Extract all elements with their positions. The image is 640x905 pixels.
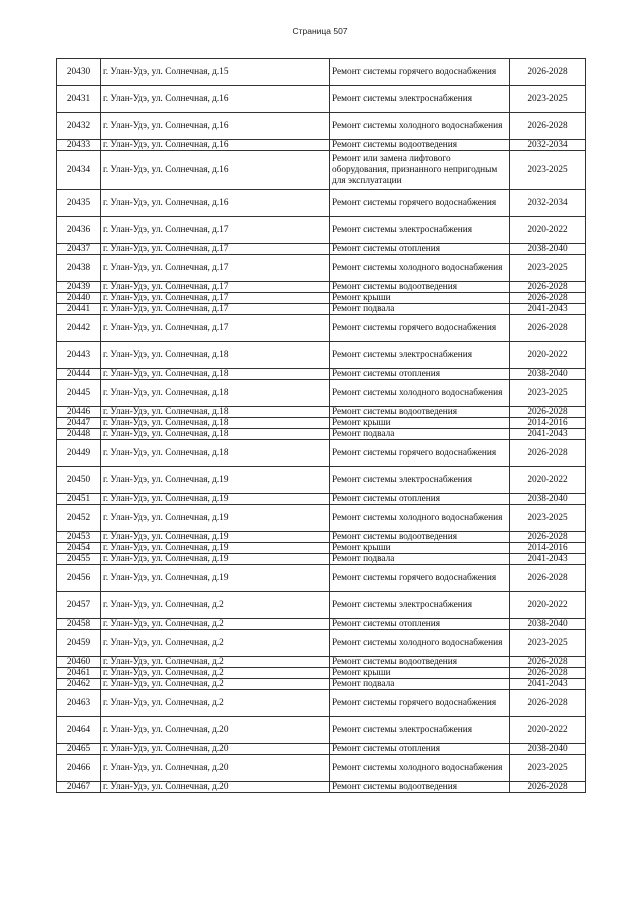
work-type-cell: Ремонт системы холодного водоснабжения [330, 380, 510, 407]
period-cell: 2038-2040 [510, 744, 586, 755]
period-cell: 2023-2025 [510, 505, 586, 532]
period-cell: 2020-2022 [510, 592, 586, 619]
period-cell: 2023-2025 [510, 755, 586, 782]
table-row [57, 418, 586, 429]
address-cell: г. Улан-Удэ, ул. Солнечная, д.2 [101, 619, 330, 630]
work-type-cell: Ремонт системы отопления [330, 244, 510, 255]
table-row [57, 244, 586, 255]
period-cell: 2026-2028 [510, 565, 586, 592]
address-cell: г. Улан-Удэ, ул. Солнечная, д.16 [101, 190, 330, 217]
work-type-cell: Ремонт системы электроснабжения [330, 217, 510, 244]
address-cell: г. Улан-Удэ, ул. Солнечная, д.18 [101, 407, 330, 418]
table-row [57, 543, 586, 554]
period-cell: 2038-2040 [510, 619, 586, 630]
work-type-cell: Ремонт системы горячего водоснабжения [330, 440, 510, 467]
table-row [57, 554, 586, 565]
period-cell: 2014-2016 [510, 543, 586, 554]
table-row [57, 380, 586, 407]
period-cell: 2020-2022 [510, 467, 586, 494]
table-row [57, 619, 586, 630]
address-cell: г. Улан-Удэ, ул. Солнечная, д.16 [101, 113, 330, 140]
address-cell: г. Улан-Удэ, ул. Солнечная, д.17 [101, 244, 330, 255]
address-cell: г. Улан-Удэ, ул. Солнечная, д.19 [101, 543, 330, 554]
row-number-cell: 20450 [57, 467, 101, 494]
address-cell: г. Улан-Удэ, ул. Солнечная, д.2 [101, 630, 330, 657]
work-type-cell: Ремонт крыши [330, 293, 510, 304]
row-number-cell: 20455 [57, 554, 101, 565]
period-cell: 2023-2025 [510, 86, 586, 113]
row-number-cell: 20453 [57, 532, 101, 543]
row-number-cell: 20456 [57, 565, 101, 592]
work-type-cell: Ремонт системы водоотведения [330, 782, 510, 793]
row-number-cell: 20432 [57, 113, 101, 140]
period-cell: 2041-2043 [510, 679, 586, 690]
work-type-cell: Ремонт системы водоотведения [330, 282, 510, 293]
work-type-cell: Ремонт системы горячего водоснабжения [330, 565, 510, 592]
period-cell: 2026-2028 [510, 282, 586, 293]
period-cell: 2026-2028 [510, 59, 586, 86]
work-type-cell: Ремонт крыши [330, 543, 510, 554]
table-row [57, 717, 586, 744]
table-row [57, 59, 586, 86]
work-type-cell: Ремонт или замена лифтового оборудования, признанного непригодным для эксплуатации [330, 151, 510, 190]
table-row [57, 190, 586, 217]
table-row [57, 505, 586, 532]
table-row [57, 565, 586, 592]
table-row [57, 690, 586, 717]
work-type-cell: Ремонт системы холодного водоснабжения [330, 255, 510, 282]
work-type-cell: Ремонт системы электроснабжения [330, 342, 510, 369]
row-number-cell: 20445 [57, 380, 101, 407]
period-cell: 2041-2043 [510, 429, 586, 440]
row-number-cell: 20459 [57, 630, 101, 657]
address-cell: г. Улан-Удэ, ул. Солнечная, д.16 [101, 140, 330, 151]
work-type-cell: Ремонт системы горячего водоснабжения [330, 59, 510, 86]
address-cell: г. Улан-Удэ, ул. Солнечная, д.20 [101, 744, 330, 755]
period-cell: 2026-2028 [510, 782, 586, 793]
period-cell: 2026-2028 [510, 668, 586, 679]
row-number-cell: 20431 [57, 86, 101, 113]
row-number-cell: 20436 [57, 217, 101, 244]
table-row [57, 440, 586, 467]
table-row [57, 304, 586, 315]
period-cell: 2038-2040 [510, 369, 586, 380]
work-type-cell: Ремонт системы отопления [330, 619, 510, 630]
table-row [57, 657, 586, 668]
repair-schedule-table [56, 58, 586, 793]
row-number-cell: 20464 [57, 717, 101, 744]
row-number-cell: 20462 [57, 679, 101, 690]
work-type-cell: Ремонт системы электроснабжения [330, 86, 510, 113]
period-cell: 2026-2028 [510, 532, 586, 543]
table-row [57, 113, 586, 140]
address-cell: г. Улан-Удэ, ул. Солнечная, д.2 [101, 679, 330, 690]
table-body [57, 59, 586, 793]
period-cell: 2026-2028 [510, 315, 586, 342]
address-cell: г. Улан-Удэ, ул. Солнечная, д.19 [101, 494, 330, 505]
period-cell: 2020-2022 [510, 217, 586, 244]
row-number-cell: 20466 [57, 755, 101, 782]
period-cell: 2023-2025 [510, 630, 586, 657]
table-row [57, 407, 586, 418]
work-type-cell: Ремонт системы горячего водоснабжения [330, 190, 510, 217]
table-row [57, 429, 586, 440]
table-row [57, 679, 586, 690]
work-type-cell: Ремонт системы отопления [330, 744, 510, 755]
row-number-cell: 20460 [57, 657, 101, 668]
work-type-cell: Ремонт подвала [330, 429, 510, 440]
address-cell: г. Улан-Удэ, ул. Солнечная, д.15 [101, 59, 330, 86]
row-number-cell: 20452 [57, 505, 101, 532]
work-type-cell: Ремонт системы горячего водоснабжения [330, 690, 510, 717]
table-row [57, 293, 586, 304]
period-cell: 2020-2022 [510, 717, 586, 744]
page-header: Страница 507 [292, 26, 348, 36]
row-number-cell: 20444 [57, 369, 101, 380]
row-number-cell: 20438 [57, 255, 101, 282]
address-cell: г. Улан-Удэ, ул. Солнечная, д.17 [101, 293, 330, 304]
work-type-cell: Ремонт системы водоотведения [330, 407, 510, 418]
period-cell: 2026-2028 [510, 113, 586, 140]
row-number-cell: 20441 [57, 304, 101, 315]
table-row [57, 255, 586, 282]
period-cell: 2026-2028 [510, 690, 586, 717]
row-number-cell: 20446 [57, 407, 101, 418]
work-type-cell: Ремонт системы отопления [330, 369, 510, 380]
address-cell: г. Улан-Удэ, ул. Солнечная, д.18 [101, 440, 330, 467]
address-cell: г. Улан-Удэ, ул. Солнечная, д.20 [101, 755, 330, 782]
table-row [57, 532, 586, 543]
table-row [57, 342, 586, 369]
work-type-cell: Ремонт системы водоотведения [330, 657, 510, 668]
table-row [57, 369, 586, 380]
address-cell: г. Улан-Удэ, ул. Солнечная, д.2 [101, 657, 330, 668]
address-cell: г. Улан-Удэ, ул. Солнечная, д.19 [101, 532, 330, 543]
period-cell: 2023-2025 [510, 151, 586, 190]
row-number-cell: 20435 [57, 190, 101, 217]
row-number-cell: 20448 [57, 429, 101, 440]
table-row [57, 592, 586, 619]
address-cell: г. Улан-Удэ, ул. Солнечная, д.18 [101, 418, 330, 429]
work-type-cell: Ремонт крыши [330, 418, 510, 429]
row-number-cell: 20449 [57, 440, 101, 467]
table-row [57, 86, 586, 113]
row-number-cell: 20433 [57, 140, 101, 151]
table-row [57, 217, 586, 244]
period-cell: 2038-2040 [510, 244, 586, 255]
period-cell: 2041-2043 [510, 304, 586, 315]
row-number-cell: 20447 [57, 418, 101, 429]
address-cell: г. Улан-Удэ, ул. Солнечная, д.20 [101, 782, 330, 793]
work-type-cell: Ремонт системы холодного водоснабжения [330, 505, 510, 532]
period-cell: 2041-2043 [510, 554, 586, 565]
row-number-cell: 20439 [57, 282, 101, 293]
work-type-cell: Ремонт системы горячего водоснабжения [330, 315, 510, 342]
period-cell: 2020-2022 [510, 342, 586, 369]
work-type-cell: Ремонт системы холодного водоснабжения [330, 755, 510, 782]
row-number-cell: 20467 [57, 782, 101, 793]
work-type-cell: Ремонт системы водоотведения [330, 140, 510, 151]
address-cell: г. Улан-Удэ, ул. Солнечная, д.2 [101, 668, 330, 679]
work-type-cell: Ремонт системы холодного водоснабжения [330, 630, 510, 657]
work-type-cell: Ремонт системы отопления [330, 494, 510, 505]
address-cell: г. Улан-Удэ, ул. Солнечная, д.17 [101, 304, 330, 315]
table-row [57, 755, 586, 782]
period-cell: 2032-2034 [510, 140, 586, 151]
table-row [57, 151, 586, 190]
address-cell: г. Улан-Удэ, ул. Солнечная, д.19 [101, 505, 330, 532]
row-number-cell: 20443 [57, 342, 101, 369]
row-number-cell: 20454 [57, 543, 101, 554]
address-cell: г. Улан-Удэ, ул. Солнечная, д.18 [101, 369, 330, 380]
row-number-cell: 20457 [57, 592, 101, 619]
work-type-cell: Ремонт системы холодного водоснабжения [330, 113, 510, 140]
work-type-cell: Ремонт системы электроснабжения [330, 467, 510, 494]
address-cell: г. Улан-Удэ, ул. Солнечная, д.20 [101, 717, 330, 744]
table-row [57, 744, 586, 755]
address-cell: г. Улан-Удэ, ул. Солнечная, д.16 [101, 86, 330, 113]
table-row [57, 282, 586, 293]
table-row [57, 140, 586, 151]
table-row [57, 494, 586, 505]
row-number-cell: 20458 [57, 619, 101, 630]
address-cell: г. Улан-Удэ, ул. Солнечная, д.18 [101, 380, 330, 407]
row-number-cell: 20461 [57, 668, 101, 679]
period-cell: 2038-2040 [510, 494, 586, 505]
period-cell: 2032-2034 [510, 190, 586, 217]
period-cell: 2023-2025 [510, 380, 586, 407]
work-type-cell: Ремонт подвала [330, 554, 510, 565]
table-row [57, 782, 586, 793]
work-type-cell: Ремонт системы водоотведения [330, 532, 510, 543]
address-cell: г. Улан-Удэ, ул. Солнечная, д.18 [101, 429, 330, 440]
period-cell: 2026-2028 [510, 440, 586, 467]
period-cell: 2026-2028 [510, 293, 586, 304]
period-cell: 2026-2028 [510, 407, 586, 418]
row-number-cell: 20463 [57, 690, 101, 717]
row-number-cell: 20437 [57, 244, 101, 255]
work-type-cell: Ремонт системы электроснабжения [330, 592, 510, 619]
table-row [57, 467, 586, 494]
row-number-cell: 20430 [57, 59, 101, 86]
address-cell: г. Улан-Удэ, ул. Солнечная, д.2 [101, 592, 330, 619]
period-cell: 2014-2016 [510, 418, 586, 429]
row-number-cell: 20465 [57, 744, 101, 755]
address-cell: г. Улан-Удэ, ул. Солнечная, д.17 [101, 255, 330, 282]
address-cell: г. Улан-Удэ, ул. Солнечная, д.19 [101, 565, 330, 592]
row-number-cell: 20440 [57, 293, 101, 304]
address-cell: г. Улан-Удэ, ул. Солнечная, д.19 [101, 554, 330, 565]
address-cell: г. Улан-Удэ, ул. Солнечная, д.18 [101, 342, 330, 369]
work-type-cell: Ремонт системы электроснабжения [330, 717, 510, 744]
table-row [57, 630, 586, 657]
row-number-cell: 20434 [57, 151, 101, 190]
address-cell: г. Улан-Удэ, ул. Солнечная, д.17 [101, 315, 330, 342]
address-cell: г. Улан-Удэ, ул. Солнечная, д.19 [101, 467, 330, 494]
table-row [57, 315, 586, 342]
address-cell: г. Улан-Удэ, ул. Солнечная, д.2 [101, 690, 330, 717]
work-type-cell: Ремонт подвала [330, 679, 510, 690]
period-cell: 2026-2028 [510, 657, 586, 668]
table-row [57, 668, 586, 679]
address-cell: г. Улан-Удэ, ул. Солнечная, д.17 [101, 217, 330, 244]
address-cell: г. Улан-Удэ, ул. Солнечная, д.16 [101, 151, 330, 190]
row-number-cell: 20451 [57, 494, 101, 505]
period-cell: 2023-2025 [510, 255, 586, 282]
work-type-cell: Ремонт подвала [330, 304, 510, 315]
work-type-cell: Ремонт крыши [330, 668, 510, 679]
row-number-cell: 20442 [57, 315, 101, 342]
address-cell: г. Улан-Удэ, ул. Солнечная, д.17 [101, 282, 330, 293]
